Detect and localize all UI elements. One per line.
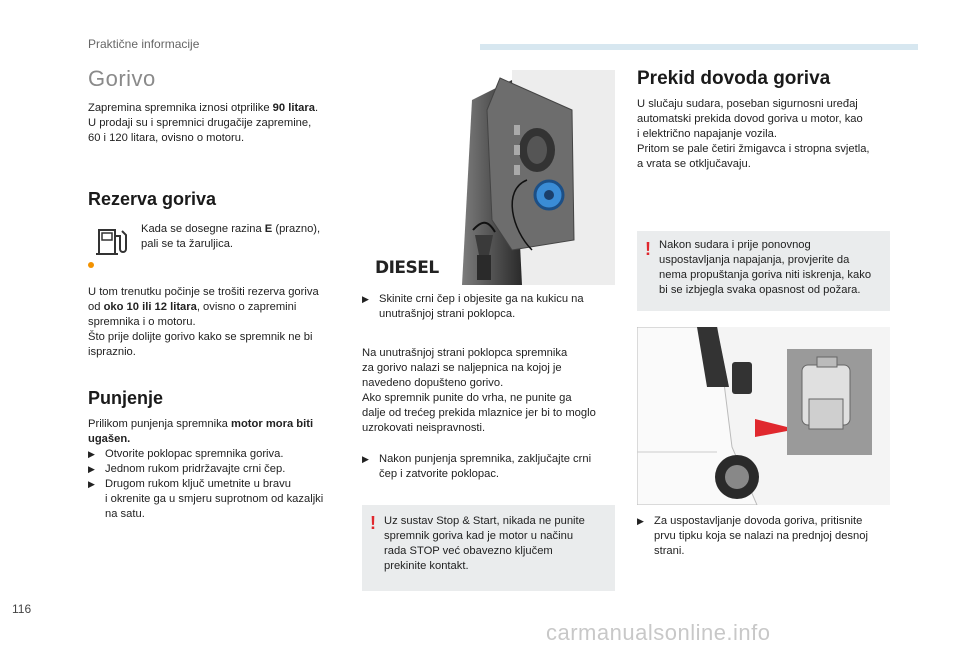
fuel-cutoff-switch-illustration	[637, 327, 890, 505]
prekid-heading: Prekid dovoda goriva	[637, 68, 831, 89]
arrow-bullet-icon: ▶	[88, 449, 95, 459]
punjenje-intro: Prilikom punjenja spremnika motor mora biti ugašen.	[88, 418, 314, 445]
fuel-filler-illustration	[362, 70, 615, 285]
middle-paragraph: Na unutrašnjoj strani poklopca spremnika za gorivo nalazi se naljepnica na kojoj je navedeno dopušteno gorivo. Ako spremnik punite do vrha, ne punite ga dalje od trećeg prekida mlaznice jer bi to moglo uzrokovati neispravnosti.	[362, 347, 596, 434]
rezerva-icon-text: Kada se dosegne razina E (prazno), pali se ta žaruljica.	[141, 223, 321, 250]
watermark: carmanualsonline.info	[546, 620, 771, 645]
header-accent-bar	[480, 44, 918, 50]
middle-step-2: ▶ Nakon punjenja spremnika, zaključajte crni čep i zatvorite poklopac.	[362, 453, 592, 480]
diesel-label: DIESEL	[375, 258, 439, 278]
arrow-bullet-icon: ▶	[88, 479, 95, 489]
punjenje-step-3: ▶ Drugom rukom ključ umetnite u bravu i okrenite ga u smjeru suprotnom od kazaljki na satu.	[88, 478, 324, 520]
prekid-step-1: ▶ Za uspostavljanje dovoda goriva, pritisnite prvu tipku koja se nalazi na prednjoj desnoj strani.	[637, 515, 868, 557]
stop-start-warning: ! Uz sustav Stop & Start, nikada ne punite spremnik goriva kad je motor u načinu rada STOP već obavezno ključem prekinite kontakt.	[362, 505, 615, 591]
exclamation-icon: !	[370, 513, 376, 533]
rezerva-paragraph: U tom trenutku počinje se trošiti rezerva goriva od oko 10 ili 12 litara, ovisno o zapremini spremnika i o motoru. Što prije dolijte gorivo kako se spremnik ne bi ispraznio.	[88, 286, 319, 358]
fuel-pump-icon	[96, 224, 132, 258]
punjenje-step-2: ▶ Jednom rukom pridržavajte crni čep.	[88, 463, 286, 475]
arrow-bullet-icon: ▶	[362, 454, 369, 464]
punjenje-step-1: ▶ Otvorite poklopac spremnika goriva.	[88, 448, 284, 460]
page-title: Gorivo	[88, 66, 156, 91]
section-title: Praktične informacije	[88, 37, 200, 51]
arrow-bullet-icon: ▶	[637, 516, 644, 526]
prekid-paragraph: U slučaju sudara, poseban sigurnosni uređaj automatski prekida dovod goriva u motor, kao i električno napajanje vozila. Pritom se pale četiri žmigavca i stropna svjetla, a vrata se otključavaju.	[637, 98, 870, 170]
exclamation-icon: !	[645, 239, 651, 259]
rezerva-heading: Rezerva goriva	[88, 189, 217, 209]
page-number: 116	[12, 602, 32, 616]
punjenje-heading: Punjenje	[88, 388, 164, 408]
orange-dot-icon	[88, 262, 94, 268]
arrow-bullet-icon: ▶	[88, 464, 95, 474]
gorivo-intro: Zapremina spremnika iznosi otprilike 90 litara. U prodaji su i spremnici drugačije zapremine, 60 i 120 litara, ovisno o motoru.	[88, 102, 319, 144]
middle-step-1: ▶ Skinite crni čep i objesite ga na kukicu na unutrašnjoj strani poklopca.	[362, 293, 584, 320]
arrow-bullet-icon: ▶	[362, 294, 369, 304]
collision-warning: ! Nakon sudara i prije ponovnog uspostavljanja napajanja, provjerite da nema propuštanja goriva niti iskrenja, kako bi se izbjegla svaka opasnost od požara.	[637, 231, 890, 311]
